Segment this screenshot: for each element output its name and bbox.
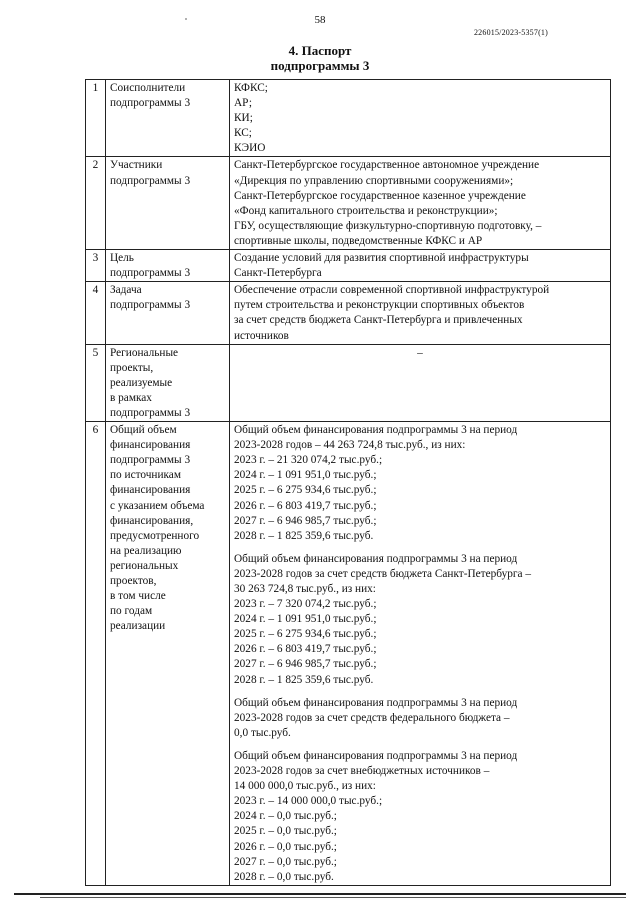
row-label-line: финансирования, [110, 514, 194, 527]
row-label-line: предусмотренного [110, 529, 200, 542]
financing-line: 2027 г. – 0,0 тыс.руб.; [234, 855, 337, 868]
row-label-line: по годам [110, 605, 153, 618]
row-number: 1 [86, 80, 106, 157]
row-label-line: проектов, [110, 575, 157, 587]
row-content-line: КС; [234, 127, 252, 140]
row-label-line: региональных [110, 559, 179, 572]
row-label-line: финансирования [110, 484, 191, 497]
row-label-line: с указанием объема [110, 499, 205, 512]
row-number: 5 [86, 344, 106, 421]
row-content-line: Санкт-Петербургское государственное автономное учреждение [234, 159, 540, 172]
row-content [230, 344, 611, 421]
financing-line: Общий объем финансирования подпрограммы 3 на период [234, 552, 518, 565]
page-number: 58 [314, 14, 326, 26]
row-label [106, 282, 230, 344]
financing-line: 2026 г. – 6 803 419,7 тыс.руб.; [234, 499, 377, 512]
row-number: 2 [86, 157, 106, 250]
row-label-line: подпрограммы 3 [110, 299, 191, 312]
financing-line: 2025 г. – 0,0 тыс.руб.; [234, 825, 337, 838]
financing-line: 2027 г. – 6 946 985,7 тыс.руб.; [234, 658, 377, 671]
financing-line: 2025 г. – 6 275 934,6 тыс.руб.; [234, 628, 377, 641]
table-row [86, 157, 611, 250]
financing-line: 2023 г. – 7 320 074,2 тыс.руб.; [234, 598, 377, 611]
row-content-line: Санкт-Петербурга [234, 267, 322, 280]
financing-line: 2027 г. – 6 946 985,7 тыс.руб.; [234, 514, 377, 527]
financing-block [234, 749, 606, 885]
row-label-line: Региональные [110, 346, 179, 359]
financing-line: 2028 г. – 0,0 тыс.руб. [234, 870, 334, 883]
row-content-line: источников [234, 329, 289, 342]
financing-block [234, 696, 606, 741]
row-content-line: за счет средств бюджета Санкт-Петербурга и привлеченных [234, 314, 523, 327]
row-content [230, 282, 611, 344]
financing-line: 2028 г. – 1 825 359,6 тыс.руб. [234, 529, 374, 542]
row-number: 6 [86, 422, 106, 886]
financing-line: 2023-2028 годов за счет средств федерального бюджета – [234, 711, 510, 724]
row-label-line: проекты, [110, 361, 154, 374]
table-row [86, 422, 611, 886]
financing-line: 2023-2028 годов за счет внебюджетных источников – [234, 765, 490, 778]
financing-line: 2023-2028 годов – 44 263 724,8 тыс.руб., из них: [234, 439, 466, 452]
row-label-line: Цель [110, 252, 134, 265]
row-label-line: подпрограммы 3 [110, 406, 191, 419]
row-label-line: подпрограммы 3 [110, 267, 191, 280]
row-content-line: ГБУ, осуществляющие физкультурно-спортивную подготовку, – [234, 219, 542, 232]
row-label-line: реализуемые [110, 376, 173, 389]
passport-table [85, 79, 611, 886]
financing-line: 2025 г. – 6 275 934,6 тыс.руб.; [234, 484, 377, 497]
financing-line: 2026 г. – 0,0 тыс.руб.; [234, 840, 337, 853]
row-content-line: путем строительства и реконструкции спортивных объектов [234, 299, 525, 312]
row-label-line: Задача [110, 284, 142, 297]
document-code: 226015/2023-5357(1) [473, 28, 548, 37]
row-label-line: Участники [110, 159, 163, 172]
financing-line: 2023 г. – 14 000 000,0 тыс.руб.; [234, 795, 383, 808]
row-content [230, 80, 611, 157]
row-label-line: по источникам [110, 469, 181, 482]
row-content-line: Создание условий для развития спортивной инфраструктуры [234, 252, 529, 265]
row-label [106, 80, 230, 157]
row-label-line: подпрограммы 3 [110, 454, 191, 467]
row-label [106, 422, 230, 886]
row-label [106, 157, 230, 250]
bottom-rule-secondary [40, 897, 626, 898]
row-label-line: в том числе [110, 590, 166, 603]
row-label-line: реализации [110, 620, 166, 633]
financing-line: 2023 г. – 21 320 074,2 тыс.руб.; [234, 454, 383, 467]
financing-line: Общий объем финансирования подпрограммы 3 на период [234, 749, 518, 762]
table-row [86, 250, 611, 282]
bottom-rule [14, 893, 626, 895]
row-content-line: «Фонд капитального строительства и реконструкции»; [234, 204, 498, 217]
row-label [106, 344, 230, 421]
financing-line: Общий объем финансирования подпрограммы 3 на период [234, 696, 518, 709]
row-content [230, 422, 611, 886]
row-content-line: АР; [234, 97, 252, 110]
row-content-line: спортивные школы, подведомственные КФКС и АР [234, 234, 483, 247]
row-label-line: в рамках [110, 391, 152, 404]
section-title [0, 43, 640, 73]
row-content [230, 250, 611, 282]
table-row [86, 282, 611, 344]
row-label-line: на реализацию [110, 544, 182, 557]
row-content-line: КФКС; [234, 82, 268, 94]
row-content [230, 157, 611, 250]
financing-line: 0,0 тыс.руб. [234, 726, 291, 739]
row-content-dash: – [417, 346, 423, 359]
table-row [86, 80, 611, 157]
financing-line: 2024 г. – 1 091 951,0 тыс.руб.; [234, 469, 377, 482]
row-label-line: подпрограммы 3 [110, 174, 191, 187]
financing-block [234, 423, 606, 544]
row-label-line: Общий объем [110, 424, 177, 437]
section-title-line-2: подпрограммы 3 [270, 58, 370, 73]
financing-line: 2026 г. – 6 803 419,7 тыс.руб.; [234, 643, 377, 656]
financing-line: 2024 г. – 0,0 тыс.руб.; [234, 810, 337, 823]
table-row [86, 344, 611, 421]
financing-line: 2024 г. – 1 091 951,0 тыс.руб.; [234, 613, 377, 626]
row-number: 3 [86, 250, 106, 282]
financing-line: 2028 г. – 1 825 359,6 тыс.руб. [234, 673, 374, 686]
row-label-line: финансирования [110, 439, 191, 452]
row-content-line: «Дирекция по управлению спортивными сооружениями»; [234, 174, 514, 187]
financing-line: 30 263 724,8 тыс.руб., из них: [234, 583, 376, 595]
financing-line: 14 000 000,0 тыс.руб., из них: [234, 780, 376, 793]
row-number: 4 [86, 282, 106, 344]
row-label [106, 250, 230, 282]
section-title-line-1: 4. Паспорт [288, 43, 352, 58]
row-content-line: Обеспечение отрасли современной спортивной инфраструктурой [234, 284, 550, 297]
row-label-line: Соисполнители [110, 82, 186, 94]
row-content-line: КИ; [234, 112, 253, 125]
financing-line: 2023-2028 годов за счет средств бюджета Санкт-Петербурга – [234, 567, 532, 580]
row-content-line: Санкт-Петербургское государственное казенное учреждение [234, 189, 526, 202]
financing-block [234, 552, 606, 688]
row-label-line: подпрограммы 3 [110, 97, 191, 110]
row-content-line: КЭИО [234, 142, 266, 155]
financing-line: Общий объем финансирования подпрограммы 3 на период [234, 424, 518, 437]
